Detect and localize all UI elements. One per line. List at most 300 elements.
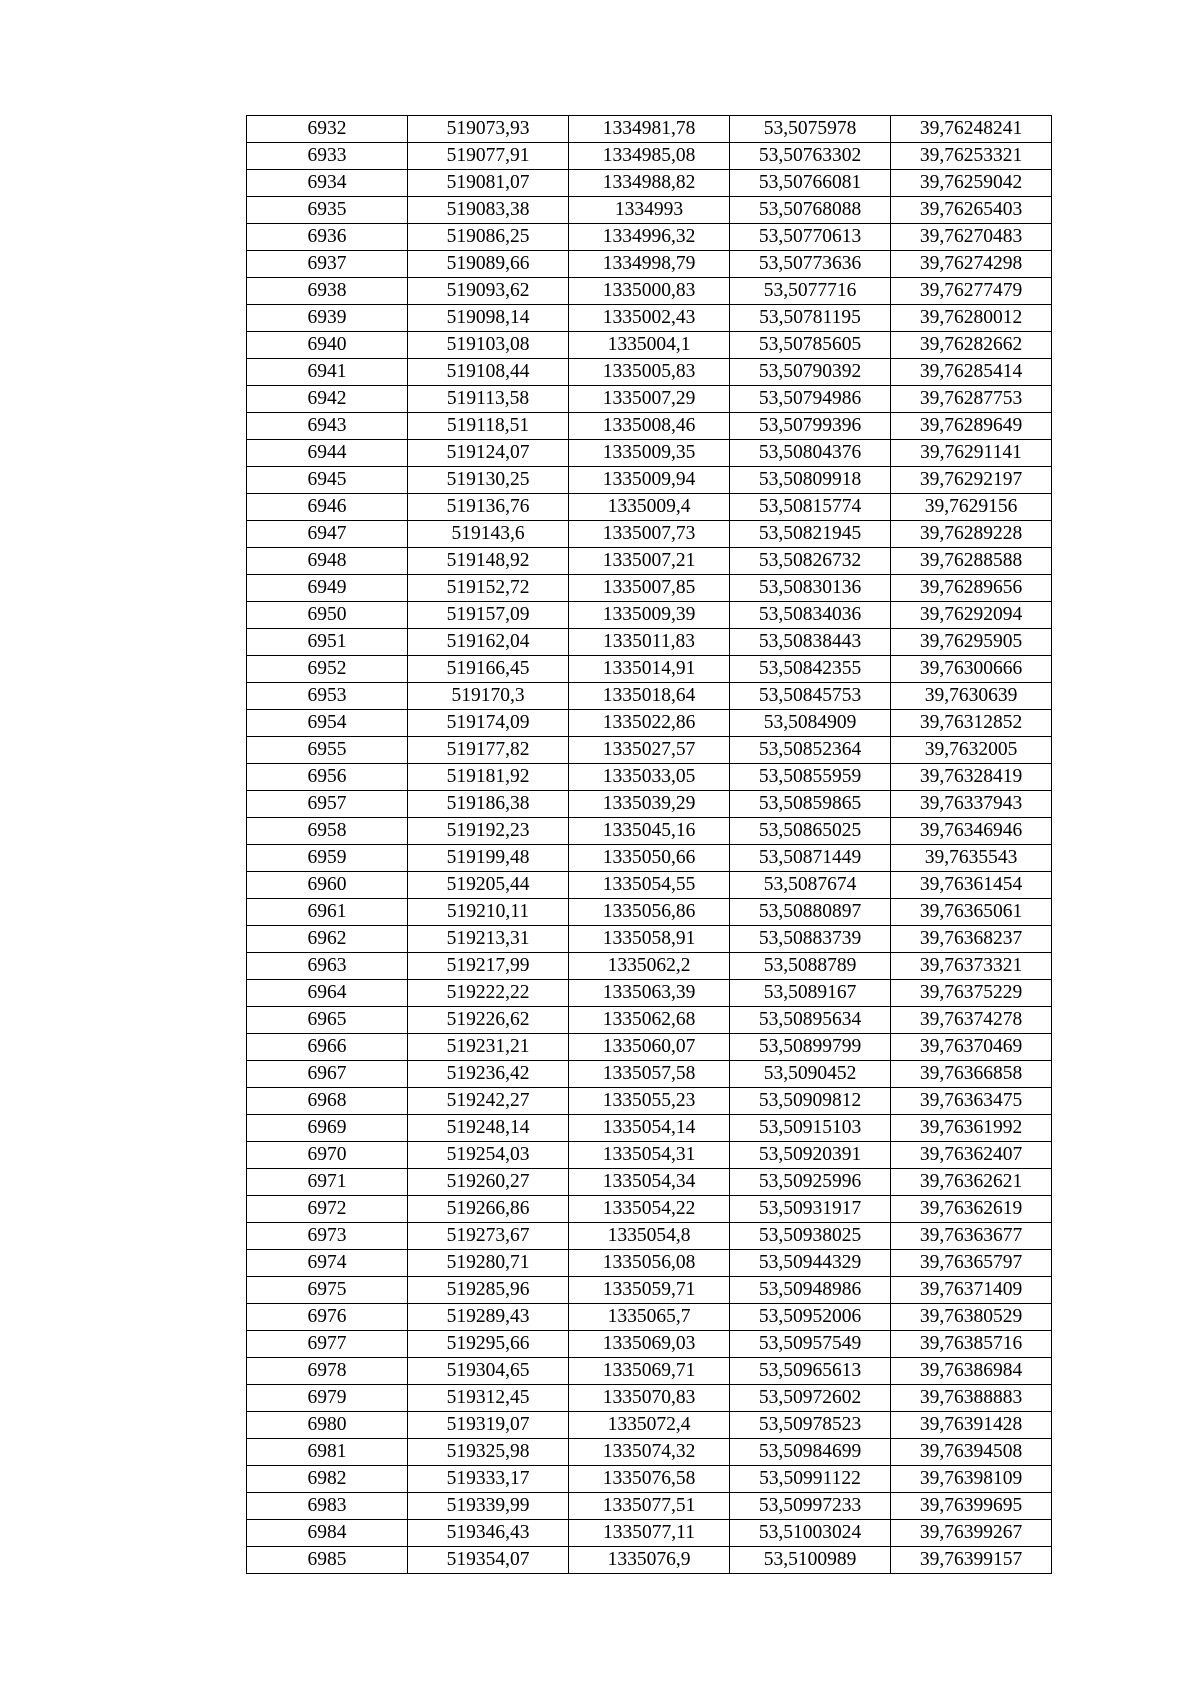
latitude-cell: 53,5075978 — [730, 116, 891, 143]
table-row — [247, 1520, 1052, 1547]
point-number-cell: 6971 — [247, 1169, 408, 1196]
x-coordinate-cell: 519130,25 — [408, 467, 569, 494]
table-row — [247, 656, 1052, 683]
point-number-cell: 6934 — [247, 170, 408, 197]
point-number-cell: 6933 — [247, 143, 408, 170]
longitude-cell: 39,76259042 — [891, 170, 1052, 197]
latitude-cell: 53,50809918 — [730, 467, 891, 494]
longitude-cell: 39,76280012 — [891, 305, 1052, 332]
latitude-cell: 53,50965613 — [730, 1358, 891, 1385]
latitude-cell: 53,5087674 — [730, 872, 891, 899]
y-coordinate-cell: 1335077,51 — [569, 1493, 730, 1520]
latitude-cell: 53,50804376 — [730, 440, 891, 467]
table-row — [247, 818, 1052, 845]
y-coordinate-cell: 1335054,8 — [569, 1223, 730, 1250]
y-coordinate-cell: 1334993 — [569, 197, 730, 224]
x-coordinate-cell: 519077,91 — [408, 143, 569, 170]
longitude-cell: 39,76289656 — [891, 575, 1052, 602]
longitude-cell: 39,76363677 — [891, 1223, 1052, 1250]
x-coordinate-cell: 519260,27 — [408, 1169, 569, 1196]
latitude-cell: 53,50880897 — [730, 899, 891, 926]
longitude-cell: 39,76373321 — [891, 953, 1052, 980]
table-row — [247, 575, 1052, 602]
y-coordinate-cell: 1335007,29 — [569, 386, 730, 413]
latitude-cell: 53,50785605 — [730, 332, 891, 359]
y-coordinate-cell: 1334981,78 — [569, 116, 730, 143]
point-number-cell: 6944 — [247, 440, 408, 467]
table-row — [247, 1169, 1052, 1196]
table-row — [247, 278, 1052, 305]
latitude-cell: 53,50920391 — [730, 1142, 891, 1169]
point-number-cell: 6952 — [247, 656, 408, 683]
coordinates-table — [246, 115, 1052, 1574]
longitude-cell: 39,76277479 — [891, 278, 1052, 305]
longitude-cell: 39,76374278 — [891, 1007, 1052, 1034]
longitude-cell: 39,76365797 — [891, 1250, 1052, 1277]
x-coordinate-cell: 519295,66 — [408, 1331, 569, 1358]
x-coordinate-cell: 519289,43 — [408, 1304, 569, 1331]
y-coordinate-cell: 1335076,9 — [569, 1547, 730, 1574]
point-number-cell: 6982 — [247, 1466, 408, 1493]
longitude-cell: 39,76370469 — [891, 1034, 1052, 1061]
table-row — [247, 143, 1052, 170]
point-number-cell: 6942 — [247, 386, 408, 413]
point-number-cell: 6964 — [247, 980, 408, 1007]
point-number-cell: 6984 — [247, 1520, 408, 1547]
point-number-cell: 6970 — [247, 1142, 408, 1169]
point-number-cell: 6943 — [247, 413, 408, 440]
y-coordinate-cell: 1335070,83 — [569, 1385, 730, 1412]
latitude-cell: 53,50948986 — [730, 1277, 891, 1304]
table-row — [247, 1142, 1052, 1169]
x-coordinate-cell: 519177,82 — [408, 737, 569, 764]
latitude-cell: 53,50763302 — [730, 143, 891, 170]
point-number-cell: 6941 — [247, 359, 408, 386]
table-row — [247, 440, 1052, 467]
table-row — [247, 1061, 1052, 1088]
point-number-cell: 6948 — [247, 548, 408, 575]
table-row — [247, 764, 1052, 791]
latitude-cell: 53,50957549 — [730, 1331, 891, 1358]
point-number-cell: 6950 — [247, 602, 408, 629]
y-coordinate-cell: 1335007,73 — [569, 521, 730, 548]
x-coordinate-cell: 519210,11 — [408, 899, 569, 926]
y-coordinate-cell: 1335054,34 — [569, 1169, 730, 1196]
table-row — [247, 359, 1052, 386]
y-coordinate-cell: 1335054,31 — [569, 1142, 730, 1169]
x-coordinate-cell: 519213,31 — [408, 926, 569, 953]
point-number-cell: 6937 — [247, 251, 408, 278]
y-coordinate-cell: 1335000,83 — [569, 278, 730, 305]
y-coordinate-cell: 1335027,57 — [569, 737, 730, 764]
y-coordinate-cell: 1335069,71 — [569, 1358, 730, 1385]
y-coordinate-cell: 1335054,55 — [569, 872, 730, 899]
x-coordinate-cell: 519222,22 — [408, 980, 569, 1007]
latitude-cell: 53,50991122 — [730, 1466, 891, 1493]
x-coordinate-cell: 519118,51 — [408, 413, 569, 440]
latitude-cell: 53,50794986 — [730, 386, 891, 413]
latitude-cell: 53,5084909 — [730, 710, 891, 737]
x-coordinate-cell: 519325,98 — [408, 1439, 569, 1466]
longitude-cell: 39,76289228 — [891, 521, 1052, 548]
table-row — [247, 1196, 1052, 1223]
latitude-cell: 53,5100989 — [730, 1547, 891, 1574]
x-coordinate-cell: 519304,65 — [408, 1358, 569, 1385]
table-row — [247, 1385, 1052, 1412]
longitude-cell: 39,76289649 — [891, 413, 1052, 440]
latitude-cell: 53,50842355 — [730, 656, 891, 683]
longitude-cell: 39,76300666 — [891, 656, 1052, 683]
x-coordinate-cell: 519124,07 — [408, 440, 569, 467]
y-coordinate-cell: 1335045,16 — [569, 818, 730, 845]
y-coordinate-cell: 1335054,22 — [569, 1196, 730, 1223]
x-coordinate-cell: 519346,43 — [408, 1520, 569, 1547]
table-row — [247, 170, 1052, 197]
point-number-cell: 6973 — [247, 1223, 408, 1250]
x-coordinate-cell: 519143,6 — [408, 521, 569, 548]
longitude-cell: 39,76265403 — [891, 197, 1052, 224]
longitude-cell: 39,76361992 — [891, 1115, 1052, 1142]
x-coordinate-cell: 519231,21 — [408, 1034, 569, 1061]
y-coordinate-cell: 1335050,66 — [569, 845, 730, 872]
latitude-cell: 53,50855959 — [730, 764, 891, 791]
table-row — [247, 926, 1052, 953]
x-coordinate-cell: 519242,27 — [408, 1088, 569, 1115]
point-number-cell: 6938 — [247, 278, 408, 305]
x-coordinate-cell: 519333,17 — [408, 1466, 569, 1493]
x-coordinate-cell: 519108,44 — [408, 359, 569, 386]
latitude-cell: 53,50984699 — [730, 1439, 891, 1466]
longitude-cell: 39,76346946 — [891, 818, 1052, 845]
table-row — [247, 1331, 1052, 1358]
longitude-cell: 39,76399267 — [891, 1520, 1052, 1547]
longitude-cell: 39,76362407 — [891, 1142, 1052, 1169]
point-number-cell: 6966 — [247, 1034, 408, 1061]
table-row — [247, 1547, 1052, 1574]
longitude-cell: 39,76380529 — [891, 1304, 1052, 1331]
latitude-cell: 53,50997233 — [730, 1493, 891, 1520]
point-number-cell: 6978 — [247, 1358, 408, 1385]
longitude-cell: 39,76287753 — [891, 386, 1052, 413]
y-coordinate-cell: 1334988,82 — [569, 170, 730, 197]
x-coordinate-cell: 519089,66 — [408, 251, 569, 278]
longitude-cell: 39,76248241 — [891, 116, 1052, 143]
table-row — [247, 629, 1052, 656]
x-coordinate-cell: 519236,42 — [408, 1061, 569, 1088]
y-coordinate-cell: 1335011,83 — [569, 629, 730, 656]
x-coordinate-cell: 519205,44 — [408, 872, 569, 899]
longitude-cell: 39,76386984 — [891, 1358, 1052, 1385]
longitude-cell: 39,76295905 — [891, 629, 1052, 656]
y-coordinate-cell: 1334985,08 — [569, 143, 730, 170]
longitude-cell: 39,76391428 — [891, 1412, 1052, 1439]
x-coordinate-cell: 519157,09 — [408, 602, 569, 629]
longitude-cell: 39,76282662 — [891, 332, 1052, 359]
table-row — [247, 386, 1052, 413]
latitude-cell: 53,50781195 — [730, 305, 891, 332]
point-number-cell: 6939 — [247, 305, 408, 332]
latitude-cell: 53,5077716 — [730, 278, 891, 305]
latitude-cell: 53,5089167 — [730, 980, 891, 1007]
y-coordinate-cell: 1335002,43 — [569, 305, 730, 332]
y-coordinate-cell: 1335008,46 — [569, 413, 730, 440]
latitude-cell: 53,50845753 — [730, 683, 891, 710]
point-number-cell: 6961 — [247, 899, 408, 926]
y-coordinate-cell: 1335018,64 — [569, 683, 730, 710]
y-coordinate-cell: 1335022,86 — [569, 710, 730, 737]
x-coordinate-cell: 519152,72 — [408, 575, 569, 602]
point-number-cell: 6980 — [247, 1412, 408, 1439]
y-coordinate-cell: 1335054,14 — [569, 1115, 730, 1142]
x-coordinate-cell: 519166,45 — [408, 656, 569, 683]
table-row — [247, 251, 1052, 278]
point-number-cell: 6983 — [247, 1493, 408, 1520]
point-number-cell: 6959 — [247, 845, 408, 872]
table-row — [247, 521, 1052, 548]
table-row — [247, 1493, 1052, 1520]
longitude-cell: 39,76274298 — [891, 251, 1052, 278]
latitude-cell: 53,50830136 — [730, 575, 891, 602]
point-number-cell: 6953 — [247, 683, 408, 710]
longitude-cell: 39,76366858 — [891, 1061, 1052, 1088]
y-coordinate-cell: 1335033,05 — [569, 764, 730, 791]
point-number-cell: 6985 — [247, 1547, 408, 1574]
point-number-cell: 6954 — [247, 710, 408, 737]
table-row — [247, 1277, 1052, 1304]
latitude-cell: 53,50978523 — [730, 1412, 891, 1439]
longitude-cell: 39,76388883 — [891, 1385, 1052, 1412]
longitude-cell: 39,7632005 — [891, 737, 1052, 764]
longitude-cell: 39,76361454 — [891, 872, 1052, 899]
point-number-cell: 6979 — [247, 1385, 408, 1412]
x-coordinate-cell: 519217,99 — [408, 953, 569, 980]
table-row — [247, 494, 1052, 521]
y-coordinate-cell: 1335055,23 — [569, 1088, 730, 1115]
longitude-cell: 39,76291141 — [891, 440, 1052, 467]
point-number-cell: 6949 — [247, 575, 408, 602]
latitude-cell: 53,50925996 — [730, 1169, 891, 1196]
table-row — [247, 305, 1052, 332]
point-number-cell: 6967 — [247, 1061, 408, 1088]
x-coordinate-cell: 519170,3 — [408, 683, 569, 710]
coordinates-table-body — [247, 116, 1052, 1574]
latitude-cell: 53,50899799 — [730, 1034, 891, 1061]
y-coordinate-cell: 1335056,08 — [569, 1250, 730, 1277]
x-coordinate-cell: 519354,07 — [408, 1547, 569, 1574]
table-row — [247, 332, 1052, 359]
table-row — [247, 1439, 1052, 1466]
x-coordinate-cell: 519226,62 — [408, 1007, 569, 1034]
table-row — [247, 467, 1052, 494]
latitude-cell: 53,50799396 — [730, 413, 891, 440]
table-row — [247, 1358, 1052, 1385]
point-number-cell: 6945 — [247, 467, 408, 494]
point-number-cell: 6958 — [247, 818, 408, 845]
latitude-cell: 53,50859865 — [730, 791, 891, 818]
table-row — [247, 1007, 1052, 1034]
point-number-cell: 6951 — [247, 629, 408, 656]
longitude-cell: 39,76270483 — [891, 224, 1052, 251]
latitude-cell: 53,50770613 — [730, 224, 891, 251]
y-coordinate-cell: 1335057,58 — [569, 1061, 730, 1088]
y-coordinate-cell: 1335056,86 — [569, 899, 730, 926]
y-coordinate-cell: 1335005,83 — [569, 359, 730, 386]
longitude-cell: 39,76328419 — [891, 764, 1052, 791]
table-row — [247, 116, 1052, 143]
latitude-cell: 53,50909812 — [730, 1088, 891, 1115]
latitude-cell: 53,50821945 — [730, 521, 891, 548]
longitude-cell: 39,76394508 — [891, 1439, 1052, 1466]
x-coordinate-cell: 519319,07 — [408, 1412, 569, 1439]
table-row — [247, 710, 1052, 737]
point-number-cell: 6932 — [247, 116, 408, 143]
table-row — [247, 413, 1052, 440]
longitude-cell: 39,76253321 — [891, 143, 1052, 170]
y-coordinate-cell: 1335062,2 — [569, 953, 730, 980]
y-coordinate-cell: 1334998,79 — [569, 251, 730, 278]
x-coordinate-cell: 519186,38 — [408, 791, 569, 818]
table-row — [247, 548, 1052, 575]
table-row — [247, 1223, 1052, 1250]
longitude-cell: 39,7635543 — [891, 845, 1052, 872]
x-coordinate-cell: 519280,71 — [408, 1250, 569, 1277]
y-coordinate-cell: 1335065,7 — [569, 1304, 730, 1331]
point-number-cell: 6956 — [247, 764, 408, 791]
y-coordinate-cell: 1335009,4 — [569, 494, 730, 521]
latitude-cell: 53,50773636 — [730, 251, 891, 278]
y-coordinate-cell: 1335062,68 — [569, 1007, 730, 1034]
x-coordinate-cell: 519113,58 — [408, 386, 569, 413]
table-row — [247, 872, 1052, 899]
table-row — [247, 737, 1052, 764]
longitude-cell: 39,76288588 — [891, 548, 1052, 575]
x-coordinate-cell: 519254,03 — [408, 1142, 569, 1169]
x-coordinate-cell: 519285,96 — [408, 1277, 569, 1304]
point-number-cell: 6969 — [247, 1115, 408, 1142]
x-coordinate-cell: 519083,38 — [408, 197, 569, 224]
latitude-cell: 53,51003024 — [730, 1520, 891, 1547]
y-coordinate-cell: 1335007,85 — [569, 575, 730, 602]
y-coordinate-cell: 1335009,94 — [569, 467, 730, 494]
x-coordinate-cell: 519273,67 — [408, 1223, 569, 1250]
y-coordinate-cell: 1335058,91 — [569, 926, 730, 953]
table-row — [247, 953, 1052, 980]
latitude-cell: 53,50871449 — [730, 845, 891, 872]
table-row — [247, 1304, 1052, 1331]
x-coordinate-cell: 519098,14 — [408, 305, 569, 332]
x-coordinate-cell: 519162,04 — [408, 629, 569, 656]
table-row — [247, 602, 1052, 629]
point-number-cell: 6965 — [247, 1007, 408, 1034]
y-coordinate-cell: 1335014,91 — [569, 656, 730, 683]
latitude-cell: 53,50938025 — [730, 1223, 891, 1250]
x-coordinate-cell: 519086,25 — [408, 224, 569, 251]
latitude-cell: 53,5088789 — [730, 953, 891, 980]
x-coordinate-cell: 519199,48 — [408, 845, 569, 872]
table-row — [247, 1412, 1052, 1439]
table-row — [247, 899, 1052, 926]
point-number-cell: 6955 — [247, 737, 408, 764]
table-row — [247, 1115, 1052, 1142]
y-coordinate-cell: 1335072,4 — [569, 1412, 730, 1439]
x-coordinate-cell: 519312,45 — [408, 1385, 569, 1412]
y-coordinate-cell: 1334996,32 — [569, 224, 730, 251]
x-coordinate-cell: 519339,99 — [408, 1493, 569, 1520]
table-row — [247, 1034, 1052, 1061]
y-coordinate-cell: 1335069,03 — [569, 1331, 730, 1358]
point-number-cell: 6976 — [247, 1304, 408, 1331]
x-coordinate-cell: 519266,86 — [408, 1196, 569, 1223]
longitude-cell: 39,76337943 — [891, 791, 1052, 818]
point-number-cell: 6972 — [247, 1196, 408, 1223]
latitude-cell: 53,50838443 — [730, 629, 891, 656]
longitude-cell: 39,76398109 — [891, 1466, 1052, 1493]
y-coordinate-cell: 1335077,11 — [569, 1520, 730, 1547]
longitude-cell: 39,76362621 — [891, 1169, 1052, 1196]
point-number-cell: 6962 — [247, 926, 408, 953]
latitude-cell: 53,50931917 — [730, 1196, 891, 1223]
longitude-cell: 39,76368237 — [891, 926, 1052, 953]
y-coordinate-cell: 1335076,58 — [569, 1466, 730, 1493]
y-coordinate-cell: 1335009,39 — [569, 602, 730, 629]
x-coordinate-cell: 519192,23 — [408, 818, 569, 845]
longitude-cell: 39,76363475 — [891, 1088, 1052, 1115]
latitude-cell: 53,50944329 — [730, 1250, 891, 1277]
table-row — [247, 1466, 1052, 1493]
y-coordinate-cell: 1335059,71 — [569, 1277, 730, 1304]
longitude-cell: 39,76375229 — [891, 980, 1052, 1007]
table-row — [247, 1250, 1052, 1277]
x-coordinate-cell: 519181,92 — [408, 764, 569, 791]
latitude-cell: 53,50952006 — [730, 1304, 891, 1331]
point-number-cell: 6940 — [247, 332, 408, 359]
longitude-cell: 39,76362619 — [891, 1196, 1052, 1223]
y-coordinate-cell: 1335039,29 — [569, 791, 730, 818]
x-coordinate-cell: 519103,08 — [408, 332, 569, 359]
table-row — [247, 845, 1052, 872]
longitude-cell: 39,7629156 — [891, 494, 1052, 521]
point-number-cell: 6960 — [247, 872, 408, 899]
table-row — [247, 224, 1052, 251]
x-coordinate-cell: 519073,93 — [408, 116, 569, 143]
latitude-cell: 53,50883739 — [730, 926, 891, 953]
latitude-cell: 53,50895634 — [730, 1007, 891, 1034]
point-number-cell: 6974 — [247, 1250, 408, 1277]
longitude-cell: 39,76399695 — [891, 1493, 1052, 1520]
y-coordinate-cell: 1335007,21 — [569, 548, 730, 575]
x-coordinate-cell: 519248,14 — [408, 1115, 569, 1142]
latitude-cell: 53,50972602 — [730, 1385, 891, 1412]
point-number-cell: 6947 — [247, 521, 408, 548]
x-coordinate-cell: 519093,62 — [408, 278, 569, 305]
latitude-cell: 53,5090452 — [730, 1061, 891, 1088]
y-coordinate-cell: 1335063,39 — [569, 980, 730, 1007]
latitude-cell: 53,50865025 — [730, 818, 891, 845]
latitude-cell: 53,50826732 — [730, 548, 891, 575]
latitude-cell: 53,50766081 — [730, 170, 891, 197]
longitude-cell: 39,76371409 — [891, 1277, 1052, 1304]
y-coordinate-cell: 1335009,35 — [569, 440, 730, 467]
latitude-cell: 53,50852364 — [730, 737, 891, 764]
table-row — [247, 980, 1052, 1007]
table-row — [247, 683, 1052, 710]
point-number-cell: 6968 — [247, 1088, 408, 1115]
table-row — [247, 791, 1052, 818]
latitude-cell: 53,50834036 — [730, 602, 891, 629]
longitude-cell: 39,76292094 — [891, 602, 1052, 629]
point-number-cell: 6946 — [247, 494, 408, 521]
latitude-cell: 53,50815774 — [730, 494, 891, 521]
